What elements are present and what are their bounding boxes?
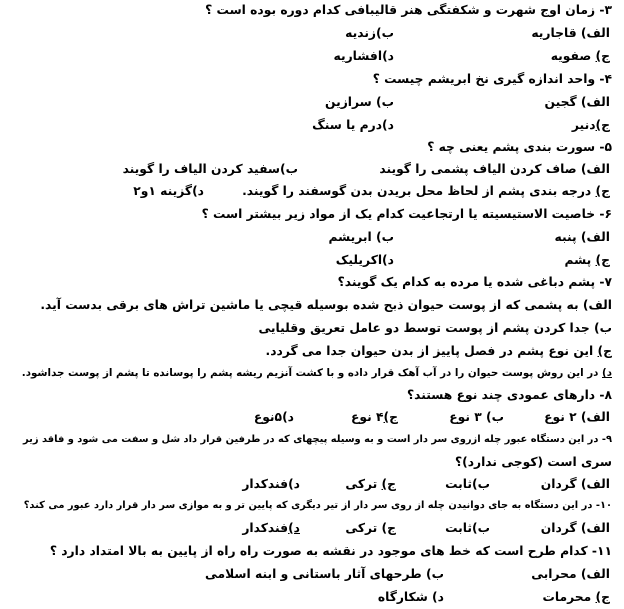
q6-option-b: ب) ابریشم <box>328 230 394 244</box>
question-3: ۳- زمان اوج شهرت و شکفتگی هنر قالیبافی کدام دوره بوده است ؟ <box>205 3 612 17</box>
q10-option-b: ب)ثابت <box>445 521 490 535</box>
q7-option-c-marker: ج) <box>597 344 612 358</box>
q6-option-c-marker: ج) <box>595 253 610 267</box>
q8-option-d: د)۵نوع <box>253 410 294 424</box>
q11-option-a: الف) محرابی <box>531 567 610 581</box>
q5-option-a: الف) صاف کردن الیاف پشمی را گویند <box>379 162 610 176</box>
q7-option-d-marker: د) <box>602 367 612 379</box>
q4-option-b: ب) سرازین <box>325 95 394 109</box>
q11-option-c-text: محرمات <box>542 590 596 604</box>
q4-option-a: الف) گجین <box>544 95 610 109</box>
q3-option-c-marker: ج) <box>595 49 610 63</box>
q7-option-d-text: در این روش پوست حیوان را در آب آهک قرار داده و با کشت آنزیم ریشه پشم را پوسانده تا پشم از پوست جداشود. <box>21 367 602 379</box>
q3-option-c <box>551 47 610 65</box>
q7-option-c <box>266 342 612 360</box>
q4-option-c <box>572 116 610 134</box>
question-11: ۱۱- کدام طرح است که خط های موجود در نقشه به صورت راه راه از پایین به بالا امتداد دارد ؟ <box>49 544 612 558</box>
q8-option-c-text: ۴ نوع <box>350 410 384 424</box>
q7-option-d <box>22 364 612 382</box>
q10-option-d-text: فندکدار <box>242 521 289 535</box>
q10-option-d <box>242 519 300 537</box>
q7-option-a: الف) به پشمی که از پوست حیوان ذبح شده بوسیله قیچی یا ماشین تراش های برقی بدست آید. <box>40 298 612 312</box>
q5-option-c-text: درجه بندی پشم از لحاظ محل بریدن بدن گوسفند را گویند. <box>242 184 596 198</box>
q8-option-a: الف) ۲ نوع <box>544 410 610 424</box>
q11-option-c-marker: ج) <box>595 590 610 604</box>
q6-option-a: الف) پنبه <box>554 230 610 244</box>
q10-option-d-marker: د) <box>288 521 300 535</box>
q6-option-d: د)اکریلیک <box>335 253 394 267</box>
q8-option-c-marker: ج) <box>383 410 398 424</box>
question-7: ۷- پشم دباغی شده یا مرده به کدام یک گویند؟ <box>337 275 612 289</box>
q5-option-d: د)گزینه ۱و۲ <box>133 184 204 198</box>
q7-option-c-text: این نوع پشم در فصل پاییز از بدن حیوان جدا می گردد. <box>265 344 598 358</box>
question-9-cont: سری است (کوجی ندارد)؟ <box>454 455 612 469</box>
question-10: ۱۰- در این دستگاه به جای دوانیدن چله از روی سر دار از تیر دیگری که پایین تر و به موازی سر دار قرار دارد عبور می کند؟ <box>23 500 612 511</box>
q4-option-c-text: دنیر <box>571 118 596 132</box>
question-5: ۵- سورت بندی پشم یعنی چه ؟ <box>427 140 612 154</box>
q7-option-b: ب) جدا کردن پشم از پوست توسط دو عامل تعریق وقلیایی <box>258 321 612 335</box>
q5-option-c <box>242 182 610 200</box>
q6-option-c-text: پشم <box>564 253 596 267</box>
q9-option-b: ب)ثابت <box>445 477 490 491</box>
q9-option-c-marker: ج) <box>381 477 396 491</box>
q11-option-b: ب) طرحهای آثار باستانی و ابنه اسلامی <box>205 567 444 581</box>
q8-option-b: ب) ۳ نوع <box>449 410 504 424</box>
question-6: ۶- خاصیت الاستیسیته یا ارتجاعیت کدام یک از مواد زیر بیشتر است ؟ <box>201 207 612 221</box>
q11-option-d: د) شکارگاه <box>377 590 444 604</box>
q3-option-b: ب)زندیه <box>345 26 394 40</box>
q11-option-c <box>543 588 610 606</box>
q9-option-c <box>345 475 396 493</box>
q9-option-d: د)فندکدار <box>242 477 300 491</box>
q3-option-d: د)افشاریه <box>333 49 394 63</box>
question-4: ۴- واحد اندازه گیری نخ ابریشم چیست ؟ <box>372 72 612 86</box>
question-8: ۸- دارهای عمودی چند نوع هستند؟ <box>406 388 612 402</box>
q3-option-a: الف) قاجاریه <box>531 26 610 40</box>
q6-option-c <box>564 251 610 269</box>
q3-option-c-text: صفویه <box>550 49 596 63</box>
q4-option-c-marker: ج) <box>595 118 610 132</box>
q10-option-a: الف) گردان <box>540 521 610 535</box>
q10-option-c: ج) ترکی <box>345 521 396 535</box>
q8-option-c <box>351 408 398 426</box>
q5-option-c-marker: ج) <box>595 184 610 198</box>
q4-option-d: د)درم یا سنگ <box>312 118 394 132</box>
q5-option-b: ب)سفید کردن الیاف را گویند <box>122 162 298 176</box>
q9-option-c-text: ترکی <box>345 477 382 491</box>
q9-option-a: الف) گردان <box>540 477 610 491</box>
question-9: ۹- در این دستگاه عبور چله ازروی سر دار است و به وسیله پیچهای که در طرفین قرار داد شل و سفت می شود و فاقد زیر <box>22 434 612 445</box>
